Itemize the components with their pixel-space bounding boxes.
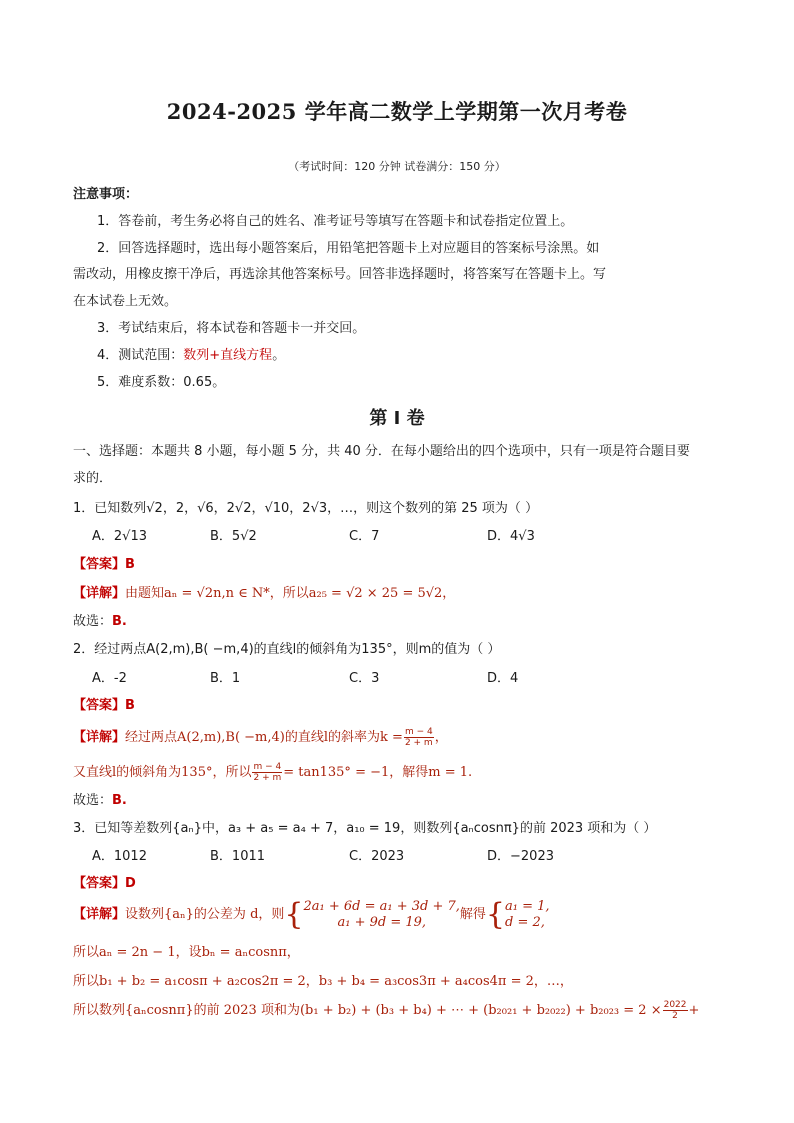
q3-solution-system [505, 899, 550, 931]
q1-answer [73, 556, 135, 574]
note-item-3: 3．考试结束后，将本试卷和答题卡一并交回。 [97, 321, 366, 336]
choose-label: 故选： [73, 614, 113, 629]
q2-detail-line-1 [73, 727, 448, 748]
q2-choose [73, 792, 127, 810]
q3-option-a: A．1012 [92, 849, 147, 864]
q1-option-a: A．2√13 [92, 529, 147, 544]
q2-detail-1a: 经过两点A(2,m),B( −m,4)的直线l的斜率为k = [125, 730, 403, 745]
q3-detail-line-3: 所以b₁ + b₂ = a₁cosπ + a₂cos2π = 2，b₃ + b₄ = a₃cos3π + a₄cos4π = 2，…， [73, 974, 573, 989]
q3-sum-fraction [663, 1000, 688, 1021]
note-item-5: 5．难度系数：0.65。 [97, 375, 226, 390]
choose-label: 故选： [73, 793, 113, 808]
q2-detail-2b: = tan135° = −1，解得m = 1. [283, 765, 473, 780]
q2-stem: 2．经过两点A(2,m),B( −m,4)的直线l的倾斜角为135°，则m的值为（ ） [73, 642, 501, 657]
section-intro-line-2: 求的． [73, 471, 113, 486]
fraction-numerator: m − 4 [253, 762, 282, 772]
q1-answer-value: B [125, 557, 135, 572]
note-item-2-line-3: 在本试卷上无效。 [73, 294, 178, 309]
fraction-denominator: 2 + m [404, 738, 433, 748]
q2-detail-2a: 又直线l的倾斜角为135°，所以 [73, 765, 252, 780]
note-item-4-prefix: 4．测试范围： [97, 348, 184, 363]
q3-detail-4a: 所以数列{aₙcosnπ}的前 2023 项和为(b₁ + b₂) + (b₃ + b₄) + ⋯ + (b₂₀₂₁ + b₂₀₂₂) + b₂₀₂₃ = 2 × [73, 1003, 662, 1018]
q3-option-b: B．1011 [210, 849, 266, 864]
q1-choose-value: B. [112, 614, 127, 629]
notes-heading: 注意事项： [73, 187, 139, 202]
q1-option-b: B．5√2 [210, 529, 257, 544]
q3-detail-line-2: 所以aₙ = 2n − 1，设bₙ = aₙcosnπ， [73, 945, 300, 960]
q2-detail-1b: ， [434, 730, 448, 745]
note-item-4 [97, 347, 285, 365]
q1-option-c: C．7 [349, 529, 380, 544]
note-item-4-suffix: 。 [272, 348, 286, 363]
q3-option-c: C．2023 [349, 849, 405, 864]
q1-stem: 1．已知数列√2，2，√6，2√2，√10，2√3，…，则这个数列的第 25 项为（ ） [73, 501, 539, 516]
detail-label: 【详解】 [73, 586, 126, 601]
system-line-2: a₁ + 9d = 19, [337, 914, 427, 930]
q3-detail-4b: + [688, 1003, 700, 1018]
q1-detail-text: 由题知aₙ = √2n,n ∈ N*，所以a₂₅ = √2 × 25 = 5√2， [125, 586, 456, 601]
fraction-denominator: 2 + m [253, 773, 282, 783]
q3-answer-value: D [125, 876, 136, 891]
q2-option-c: C．3 [349, 671, 380, 686]
q2-answer [73, 697, 135, 715]
exam-title: 2024-2025 学年高二数学上学期第一次月考卷 [166, 99, 628, 124]
solution-line-2: d = 2, [505, 914, 545, 930]
q3-stem: 3．已知等差数列{aₙ}中，a₃ + a₅ = a₄ + 7，a₁₀ = 19，则数列{aₙcosnπ}的前 2023 项和为（ ） [73, 821, 657, 836]
q3-detail-b: 解得 [459, 907, 486, 922]
note-item-2-line-1: 2．回答选择题时，选出每小题答案后，用铅笔把答题卡上对应题目的答案标号涂黑。如 [97, 241, 600, 256]
detail-label: 【详解】 [73, 907, 126, 922]
fraction-numerator: m − 4 [404, 727, 433, 737]
solution-line-1: a₁ = 1, [505, 898, 550, 914]
q3-answer [73, 875, 136, 893]
answer-label: 【答案】 [73, 876, 126, 891]
detail-label: 【详解】 [73, 730, 126, 745]
solution-brace: { [485, 896, 506, 932]
section-title: 第 Ⅰ 卷 [369, 408, 425, 429]
q2-option-a: A．-2 [92, 671, 127, 686]
q1-detail [73, 585, 455, 603]
q2-option-b: B．1 [210, 671, 241, 686]
q3-equation-system [303, 899, 459, 931]
q2-slope-fraction [404, 727, 434, 748]
fraction-numerator: 2022 [663, 1000, 687, 1010]
system-brace: { [284, 896, 304, 932]
q3-option-d: D．−2023 [487, 849, 554, 864]
q1-choose [73, 613, 127, 631]
q2-answer-value: B [125, 698, 135, 713]
q3-detail-line-4 [73, 1000, 699, 1021]
system-line-1: 2a₁ + 6d = a₁ + 3d + 7, [303, 898, 460, 914]
q2-choose-value: B. [112, 793, 127, 808]
q2-option-d: D．4 [487, 671, 519, 686]
note-item-2-line-2: 需改动，用橡皮擦干净后，再选涂其他答案标号。回答非选择题时，将答案写在答题卡上。写 [73, 267, 607, 282]
q1-option-d: D．4√3 [487, 529, 535, 544]
q2-tan-fraction [252, 762, 282, 783]
fraction-denominator: 2 [672, 1011, 678, 1021]
answer-label: 【答案】 [73, 698, 126, 713]
q3-detail-a: 设数列{aₙ}的公差为 d，则 [125, 907, 285, 922]
test-range: 数列+直线方程 [183, 348, 273, 363]
q3-detail-line-1 [73, 897, 550, 933]
exam-subtitle: （考试时间：120 分钟 试卷满分：150 分） [288, 160, 506, 173]
answer-label: 【答案】 [73, 557, 126, 572]
note-item-1: 1．答卷前，考生务必将自己的姓名、准考证号等填写在答题卡和试卷指定位置上。 [97, 214, 574, 229]
q2-detail-line-2 [73, 762, 472, 783]
section-intro-line-1: 一、选择题：本题共 8 小题，每小题 5 分，共 40 分．在每小题给出的四个选项中，只有一项是符合题目要 [73, 444, 690, 459]
